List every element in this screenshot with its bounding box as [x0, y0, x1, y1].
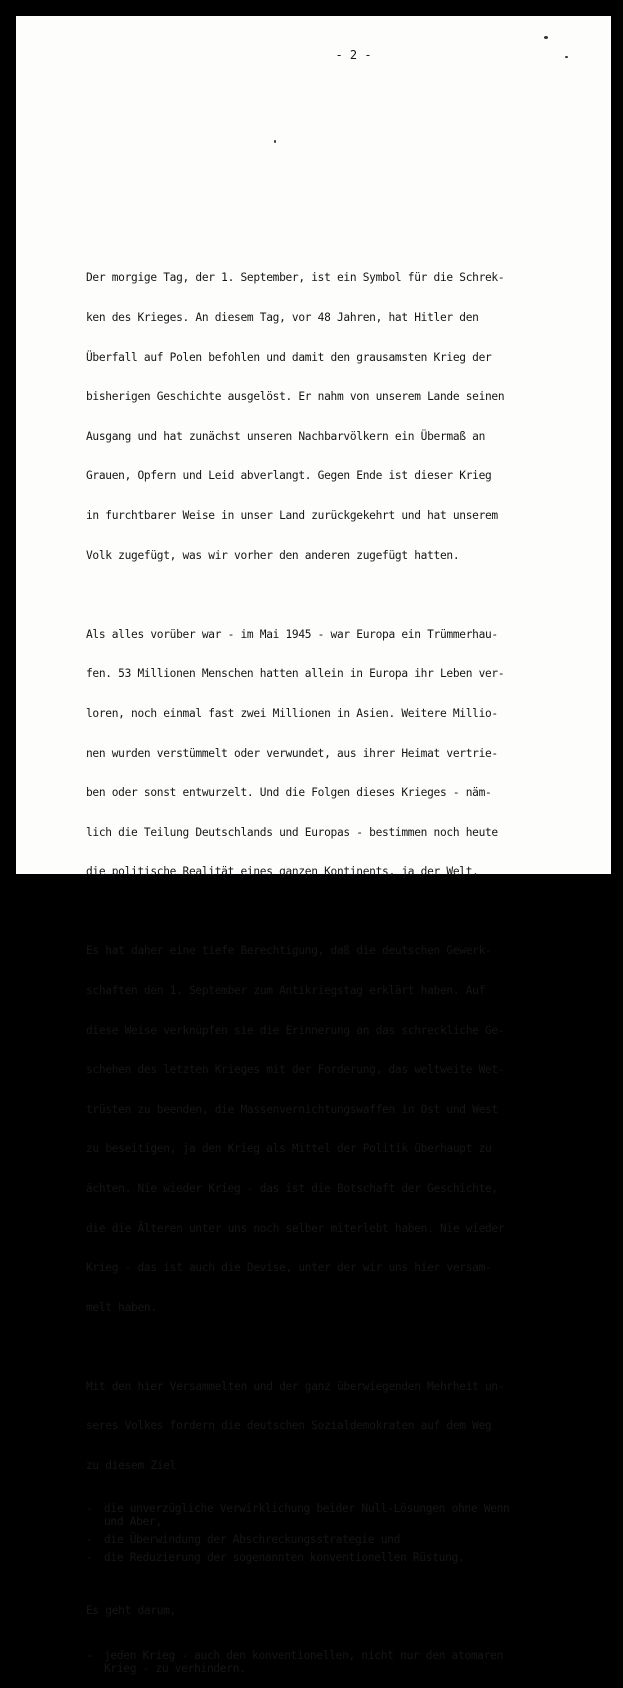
- text-line: die Überwindung der Abschreckungsstrategie und: [104, 1533, 401, 1547]
- scan-speck: [565, 56, 568, 58]
- text-line: trüsten zu beenden, die Massenvernichtungswaffen in Ost und West: [86, 1102, 498, 1116]
- text-line: Ausgang und hat zunächst unseren Nachbarvölkern ein Übermaß an: [86, 429, 485, 443]
- dash-bullet: -: [86, 1551, 93, 1565]
- goal-list: [86, 1649, 556, 1675]
- letter-body: [86, 245, 556, 1688]
- scan-speck: [274, 140, 276, 143]
- text-line: nen wurden verstümmelt oder verwundet, aus ihrer Heimat vertrie-: [86, 746, 498, 760]
- paragraph-2: [86, 601, 556, 905]
- scan-speck: [544, 36, 548, 39]
- paragraph-3: [86, 918, 556, 1341]
- demands-list: [86, 1502, 556, 1565]
- text-line: schaften den 1. September zum Antikriegstag erklärt haben. Auf: [86, 983, 485, 997]
- text-line: Es hat daher eine tiefe Berechtigung, daß die deutschen Gewerk-: [86, 944, 492, 958]
- text-line: fen. 53 Millionen Menschen hatten allein in Europa ihr Leben ver-: [86, 667, 505, 681]
- text-line: die die Älteren unter uns noch selber miterlebt haben. Nie wieder: [86, 1221, 505, 1235]
- paragraph-1: [86, 245, 556, 588]
- text-line: Mit den hier Versammelten und der ganz überwiegenden Mehrheit un-: [86, 1379, 505, 1393]
- list-item: [86, 1649, 556, 1675]
- text-line: Krieg - zu verhindern.: [104, 1661, 246, 1675]
- text-line: zu diesem Ziel: [86, 1459, 177, 1473]
- text-line: Krieg - das ist auch die Devise, unter der wir uns hier versam-: [86, 1261, 492, 1275]
- text-line: zu beseitigen, ja den Krieg als Mittel der Politik überhaupt zu: [86, 1142, 492, 1156]
- page-number: - 2 -: [335, 48, 372, 62]
- list-item: [86, 1502, 556, 1528]
- text-line: Es geht darum,: [86, 1603, 177, 1617]
- text-line: die unverzügliche Verwirklichung beider Null-Lösungen ohne Wenn: [104, 1501, 510, 1515]
- text-line: Grauen, Opfern und Leid abverlangt. Gegen Ende ist dieser Krieg: [86, 469, 492, 483]
- dash-bullet: -: [86, 1533, 93, 1547]
- list-item: [86, 1551, 556, 1564]
- text-line: in furchtbarer Weise in unser Land zurückgekehrt und hat unserem: [86, 509, 498, 523]
- text-line: die Reduzierung der sogenannten konventionellen Rüstung.: [104, 1551, 465, 1565]
- text-line: loren, noch einmal fast zwei Millionen in Asien. Weitere Millio-: [86, 706, 498, 720]
- text-line: und Aber,: [104, 1514, 162, 1528]
- text-line: melt haben.: [86, 1300, 157, 1314]
- text-line: seres Volkes fordern die deutschen Sozialdemokraten auf dem Weg: [86, 1419, 492, 1433]
- text-line: schehen des letzten Krieges mit der Forderung, das weltweite Wet-: [86, 1063, 505, 1077]
- text-line: ben oder sonst entwurzelt. Und die Folgen dieses Krieges - näm-: [86, 786, 492, 800]
- dash-bullet: -: [86, 1501, 93, 1515]
- paragraph-4: [86, 1353, 556, 1498]
- text-line: ächten. Nie wieder Krieg - das ist die Botschaft der Geschichte,: [86, 1182, 498, 1196]
- closing-intro: [86, 1578, 556, 1644]
- dash-bullet: -: [86, 1648, 93, 1662]
- text-line: diese Weise verknüpfen sie die Erinnerung an das schreckliche Ge-: [86, 1023, 505, 1037]
- text-line: bisherigen Geschichte ausgelöst. Er nahm von unserem Lande seinen: [86, 390, 505, 404]
- text-line: Überfall auf Polen befohlen und damit den grausamsten Krieg der: [86, 350, 492, 364]
- text-line: Volk zugefügt, was wir vorher den anderen zugefügt hatten.: [86, 548, 460, 562]
- text-line: jeden Krieg - auch den konventionellen, nicht nur den atomaren: [104, 1648, 503, 1662]
- document-page: [16, 16, 611, 1675]
- text-line: Als alles vorüber war - im Mai 1945 - war Europa ein Trümmerhau-: [86, 627, 498, 641]
- text-line: lich die Teilung Deutschlands und Europas - bestimmen noch heute: [86, 825, 498, 839]
- text-line: Der morgige Tag, der 1. September, ist ein Symbol für die Schrek-: [86, 271, 505, 285]
- text-line: ken des Krieges. An diesem Tag, vor 48 Jahren, hat Hitler den: [86, 311, 479, 325]
- text-line: die politische Realität eines ganzen Kontinents, ja der Welt.: [86, 865, 479, 879]
- list-item: [86, 1533, 556, 1546]
